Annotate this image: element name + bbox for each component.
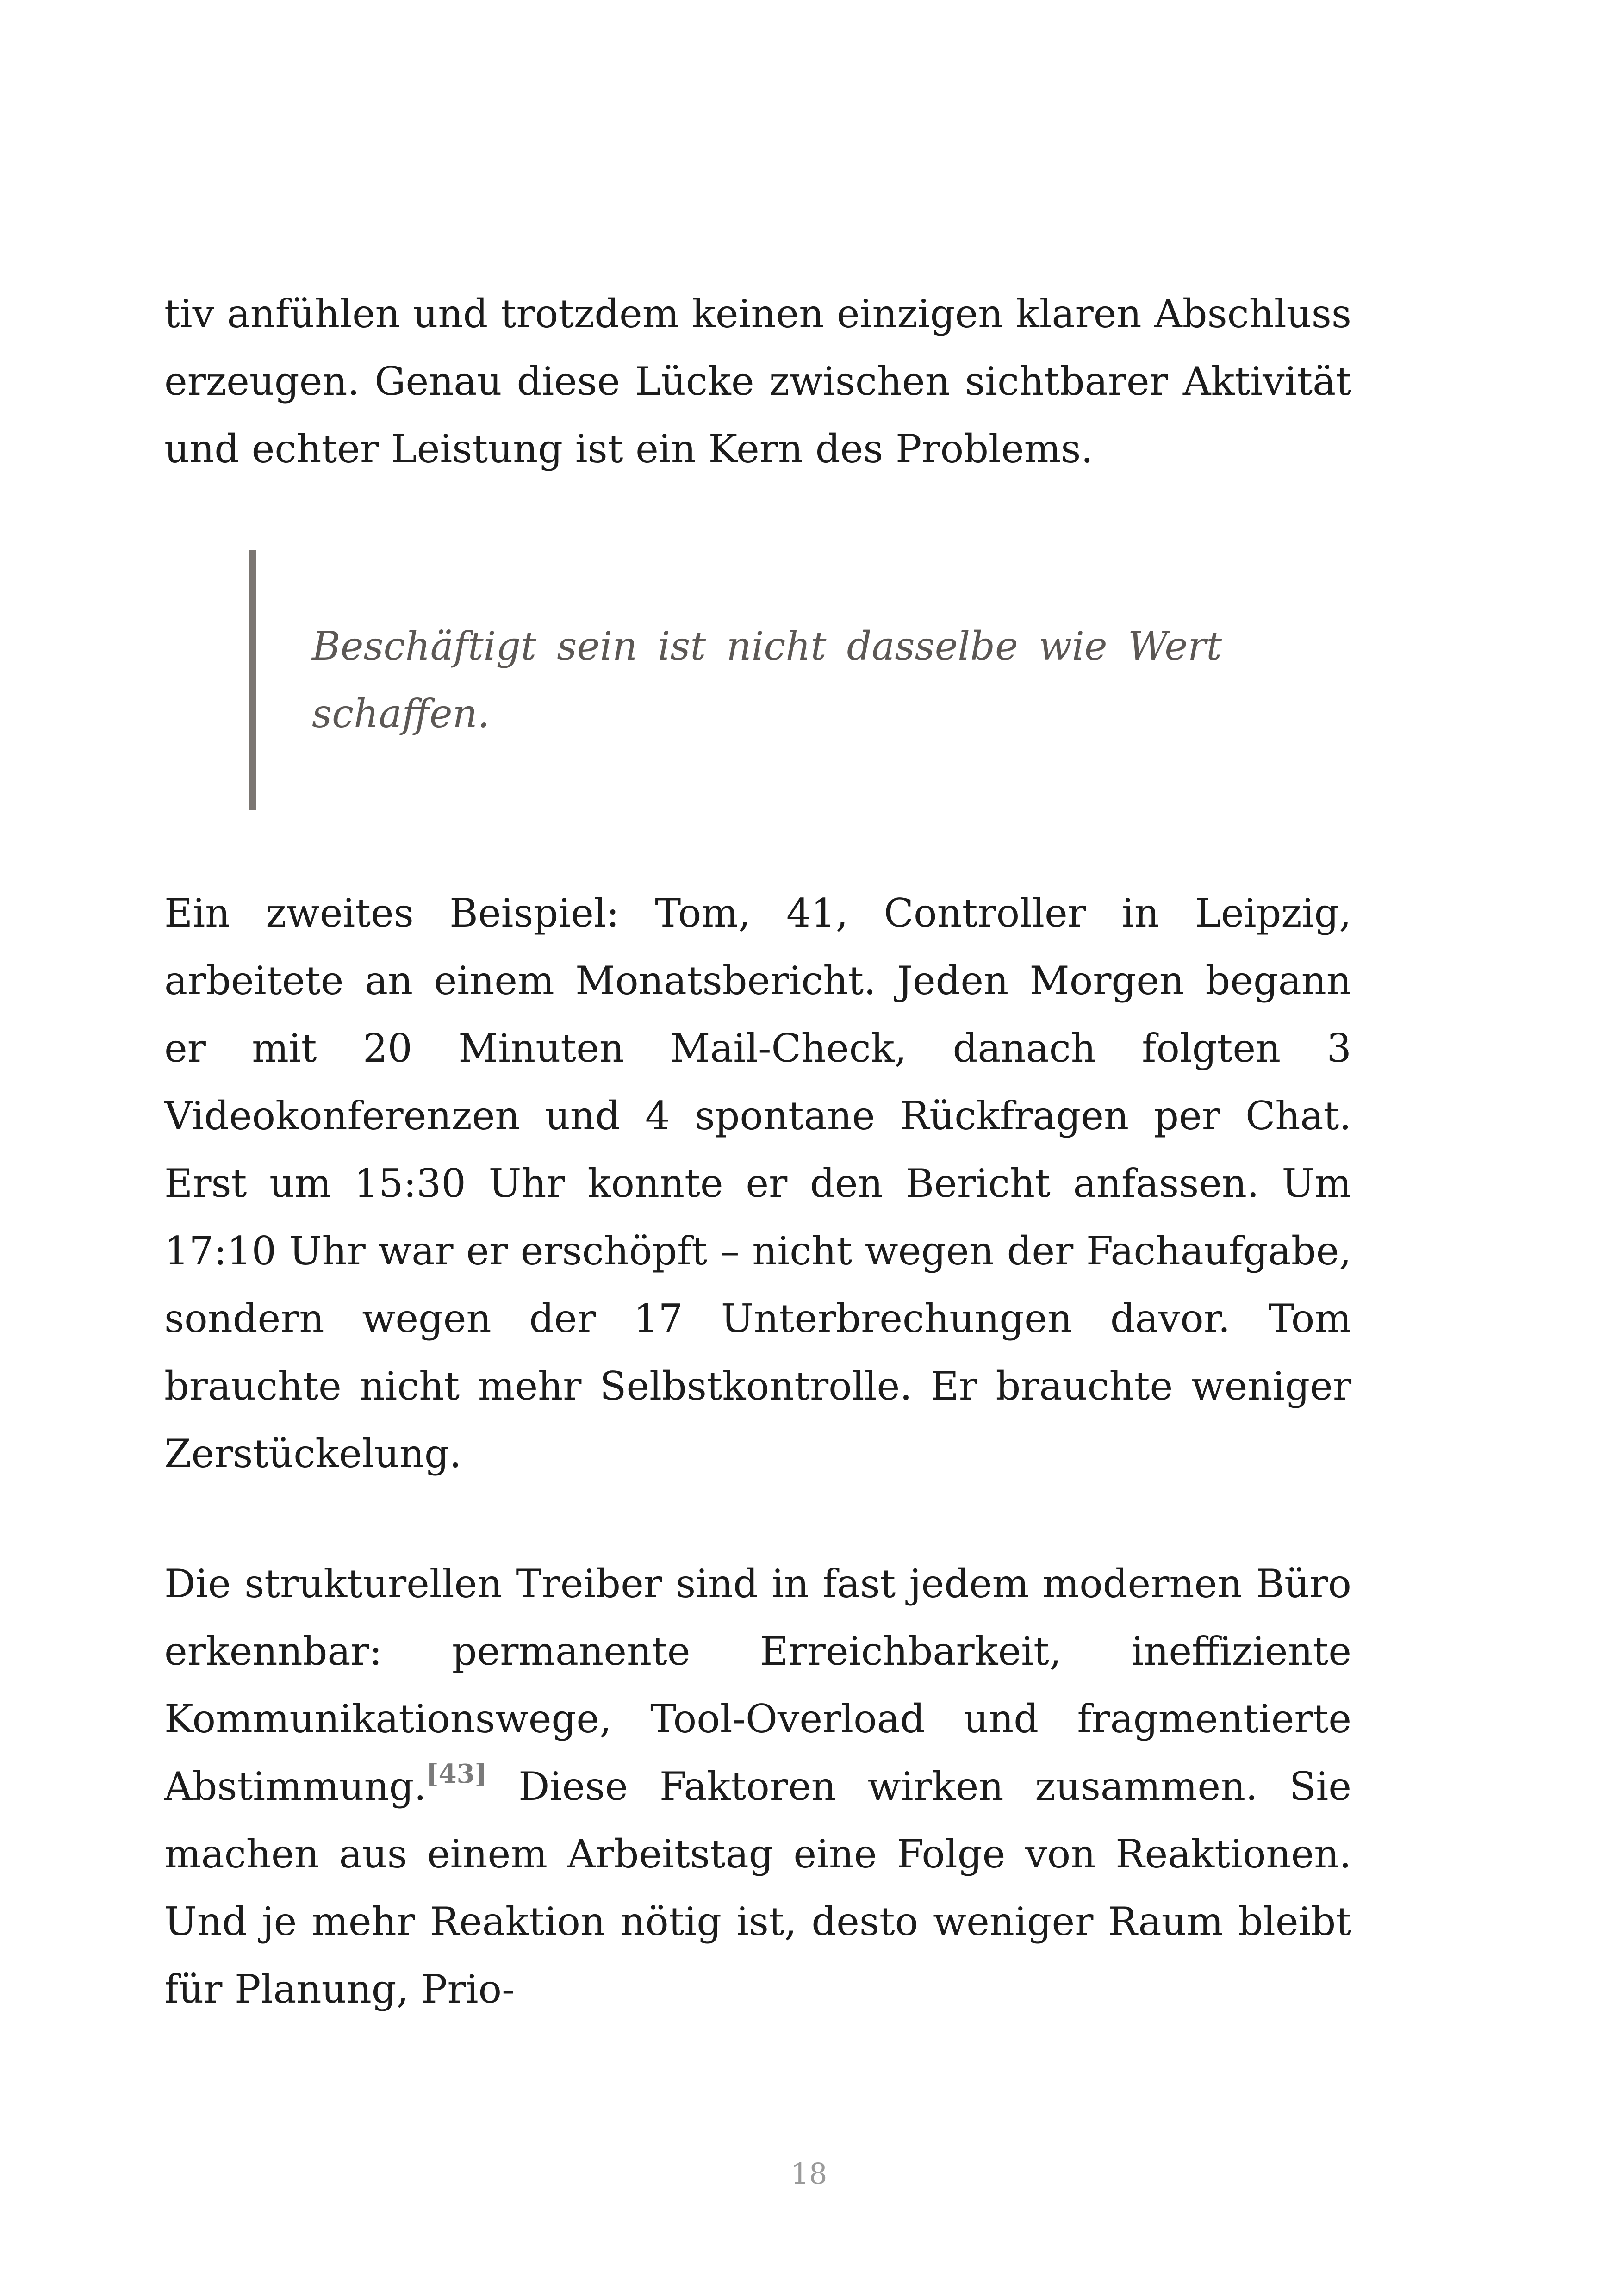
body-paragraph-1: tiv anfühlen und trotzdem keinen einzigen klaren Abschluss erzeugen. Genau diese Lücke zwischen sichtbarer Aktivität und echter Leistung ist ein Kern des Problems. xyxy=(164,291,1351,472)
page-number: 18 xyxy=(790,2157,828,2190)
body-paragraph-3-part-2: Diese Faktoren wirken zusammen. Sie machen aus einem Arbeitstag eine Folge von Reaktionen. Und je mehr Reaktion nötig ist, desto weniger Raum bleibt für Planung, Prio- xyxy=(164,1764,1351,2012)
page-content xyxy=(164,280,1351,2023)
body-paragraph-2: Ein zweites Beispiel: Tom, 41, Controller in Leipzig, arbeitete an einem Monatsbericht. Jeden Morgen begann er mit 20 Minuten Mail-Check, danach folgten 3 Videokonferenzen und 4 spontane Rückfragen per Chat. Erst um 15:30 Uhr konnte er den Bericht anfassen. Um 17:10 Uhr war er erschöpft – nicht wegen der Fachaufgabe, sondern wegen der 17 Unterbrechungen davor. Tom brauchte nicht mehr Selbstkontrolle. Er brauchte weniger Zerstückelung. xyxy=(164,890,1351,1476)
pull-quote xyxy=(249,550,1351,810)
pull-quote-text: Beschäftigt sein ist nicht dasselbe wie Wert schaffen. xyxy=(312,623,1222,736)
body-paragraph-3-part-1: Die strukturellen Treiber sind in fast jedem modernen Büro erkennbar: permanente Erreichbarkeit, ineffiziente Kommunikationswege, Tool-Overload und fragmentierte Abstimmung. xyxy=(164,1561,1351,1809)
footnote-reference[interactable]: [43] xyxy=(426,1759,487,1789)
body-paragraph-3 xyxy=(164,1550,1351,2023)
